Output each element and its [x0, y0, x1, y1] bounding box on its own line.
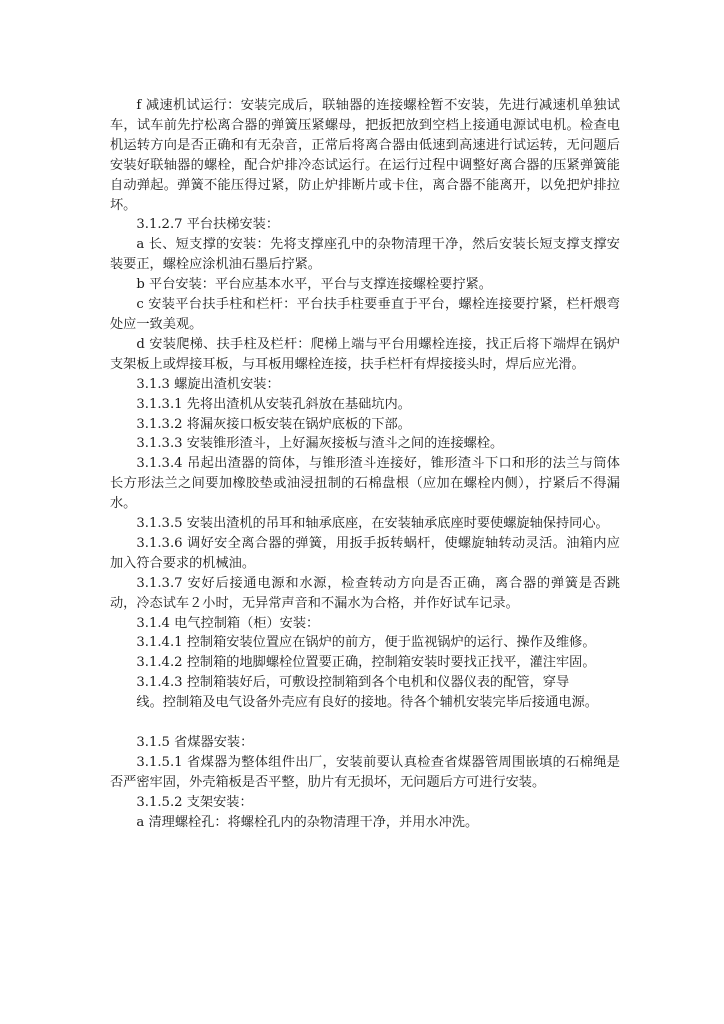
heading-3-1-2-7: 3.1.2.7 平台扶梯安装：: [136, 217, 280, 233]
heading-3-1-3: 3.1.3 螺旋出渣机安装：: [136, 376, 280, 392]
paragraph-reducer-test-run: f 减速机试运行：安装完成后，联轴器的连接螺栓暂不安装，先进行减速机单独试车，试车前先拧松离合器的弹簧压紧螺母，把扳把放到空档上接通电源试电机。检查电机运转方向是否正确和有无杂音，正常后将离合器由低速到高速进行试运转，无问题后安装好联轴器的螺栓，配合炉排冷态试运行。在运行过程中调整好离合器的压紧弹簧能自动弹起。弹簧不能压得过紧，防止炉排断片或卡住，离合器不能离开，以免把炉排拉坏。: [110, 98, 620, 213]
heading-3-1-5: 3.1.5 省煤器安装：: [136, 735, 254, 751]
paragraph-support-install: a 长、短支撑的安装：先将支撑座孔中的杂物清理干净，然后安装长短支撑支撑安装要正，螺栓应涂机油石墨后拧紧。: [110, 237, 620, 273]
paragraph-3-1-4-3-continued: 线。控制箱及电气设备外壳应有良好的接地。待各个辅机安装完毕后接通电源。: [136, 695, 598, 711]
paragraph-platform-install: b 平台安装：平台应基本水平，平台与支撑连接螺栓要拧紧。: [136, 277, 492, 293]
paragraph-3-1-3-7: 3.1.3.7 安好后接通电源和水源，检查转动方向是否正确，离合器的弹簧是否跳动，冷态试车２小时，无异常声音和不漏水为合格，并作好试车记录。: [110, 575, 620, 611]
paragraph-clean-bolt-holes: a 清理螺栓孔：将螺栓孔内的杂物清理干净，并用水冲洗。: [136, 814, 479, 830]
paragraph-3-1-4-3: 3.1.4.3 控制箱装好后，可敷设控制箱到各个电机和仪器仪表的配管，穿导: [136, 675, 570, 691]
paragraph-3-1-3-5: 3.1.3.5 安装出渣机的吊耳和轴承底座，在安装轴承底座时要使螺旋轴保持同心。: [136, 516, 609, 532]
paragraph-ladder-install: d 安装爬梯、扶手柱及栏杆：爬梯上端与平台用螺栓连接，找正后将下端焊在锅炉支架板上或焊接耳板，与耳板用螺栓连接，扶手栏杆有焊接接头时，焊后应光滑。: [110, 336, 620, 372]
paragraph-3-1-5-1: 3.1.5.1 省煤器为整体组件出厂，安装前要认真检查省煤器管周围嵌填的石棉绳是否严密牢固，外壳箱板是否平整，肋片有无损坏，无问题后方可进行安装。: [110, 755, 620, 790]
paragraph-3-1-3-6: 3.1.3.6 调好安全离合器的弹簧，用扳手扳转蜗杆，使螺旋轴转动灵活。油箱内应加入符合要求的机械油。: [110, 535, 620, 571]
paragraph-3-1-3-3: 3.1.3.3 安装锥形渣斗，上好漏灰接板与渣斗之间的连接螺栓。: [136, 436, 504, 452]
paragraph-3-1-3-1: 3.1.3.1 先将出渣机从安装孔斜放在基础坑内。: [136, 396, 411, 412]
paragraph-3-1-4-2: 3.1.4.2 控制箱的地脚螺栓位置要正确，控制箱安装时要找正找平，灌注牢固。: [136, 655, 596, 671]
paragraph-3-1-3-2: 3.1.3.2 将漏灰接口板安装在锅炉底板的下部。: [136, 416, 411, 432]
paragraph-3-1-3-4: 3.1.3.4 吊起出渣器的筒体，与锥形渣斗连接好，锥形渣斗下口和形的法兰与筒体长方形法兰之间要加橡胶垫或油浸扭制的石棉盘根（应加在螺栓内侧），拧紧后不得漏水。: [110, 456, 620, 512]
document-page: [110, 96, 620, 833]
blank-line: [110, 713, 620, 733]
paragraph-3-1-4-1: 3.1.4.1 控制箱安装位置应在锅炉的前方，便于监视锅炉的运行、操作及维修。: [136, 635, 596, 651]
heading-3-1-5-2: 3.1.5.2 支架安装：: [136, 794, 253, 810]
heading-3-1-4: 3.1.4 电气控制箱（柜）安装：: [136, 615, 320, 631]
paragraph-handrail-install: c 安装平台扶手柱和栏杆：平台扶手柱要垂直于平台，螺栓连接要拧紧，栏杆煨弯处应一致美观。: [110, 297, 620, 332]
